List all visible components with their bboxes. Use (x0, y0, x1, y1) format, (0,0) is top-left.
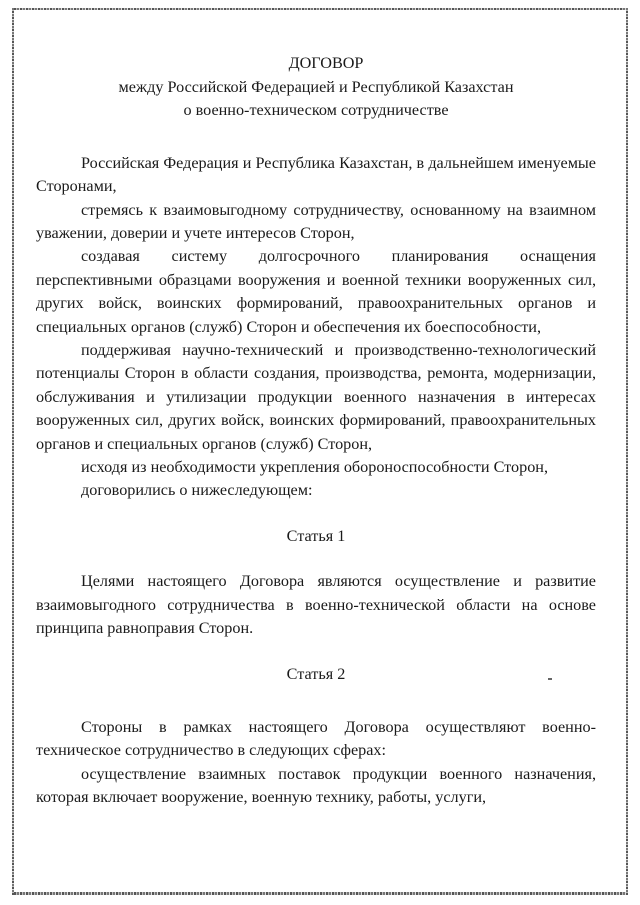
article-2-text: Стороны в рамках настоящего Договора осуществляют военно-техническое сотрудничество в следующих сферах: (36, 717, 596, 760)
document-subtitle-line2: о военно-техническом сотрудничестве (183, 101, 449, 120)
scan-edge-left (12, 8, 14, 895)
document-title: ДОГОВОР (288, 54, 364, 72)
article-1-heading: Статья 1 (286, 526, 346, 545)
preamble-paragraph: создавая систему долгосрочного планирования оснащения перспективными образцами вооружения и военной техники вооруженных сил, других войск, воинских формирований, правоохранительных органов и специальных органов (служб) Сторон и обеспечения их боеспособности, (36, 247, 596, 336)
article-1-text: Целями настоящего Договора являются осуществление и развитие взаимовыгодного сотрудничества в военно-технической области на основе принципа равноправия Сторон. (36, 572, 596, 638)
article-2-text: осуществление взаимных поставок продукции военного назначения, которая включает вооружение, военную технику, работы, услуги, (36, 764, 596, 807)
scan-edge-right (626, 8, 628, 895)
preamble-paragraph: Российская Федерация и Республика Казахстан, в дальнейшем именуемые Сторонами, (36, 153, 596, 196)
scan-edge-bottom (14, 892, 626, 895)
preamble-paragraph: стремясь к взаимовыгодному сотрудничеству, основанному на взаимном уважении, доверии и учете интересов Сторон, (36, 200, 596, 242)
preamble-paragraph: договорились о нижеследующем: (81, 481, 313, 500)
scan-speck (548, 678, 552, 680)
title-block (36, 52, 596, 123)
article-2-heading: Статья 2 (286, 664, 346, 683)
document-subtitle-line1: между Российской Федерацией и Республикой Казахстан (118, 77, 514, 96)
document-body (36, 52, 596, 810)
preamble-paragraph: поддерживая научно-технический и производственно-технологический потенциалы Сторон в области создания, производства, ремонта, модернизации, обслуживания и утилизации продукции военного назначения в интересах вооруженных сил, других войск, воинских формирований, правоохранительных органов и специальных органов (служб) Сторон, (36, 341, 596, 453)
scan-edge-top (14, 8, 626, 10)
preamble-paragraph: исходя из необходимости укрепления обороноспособности Сторон, (81, 458, 549, 477)
